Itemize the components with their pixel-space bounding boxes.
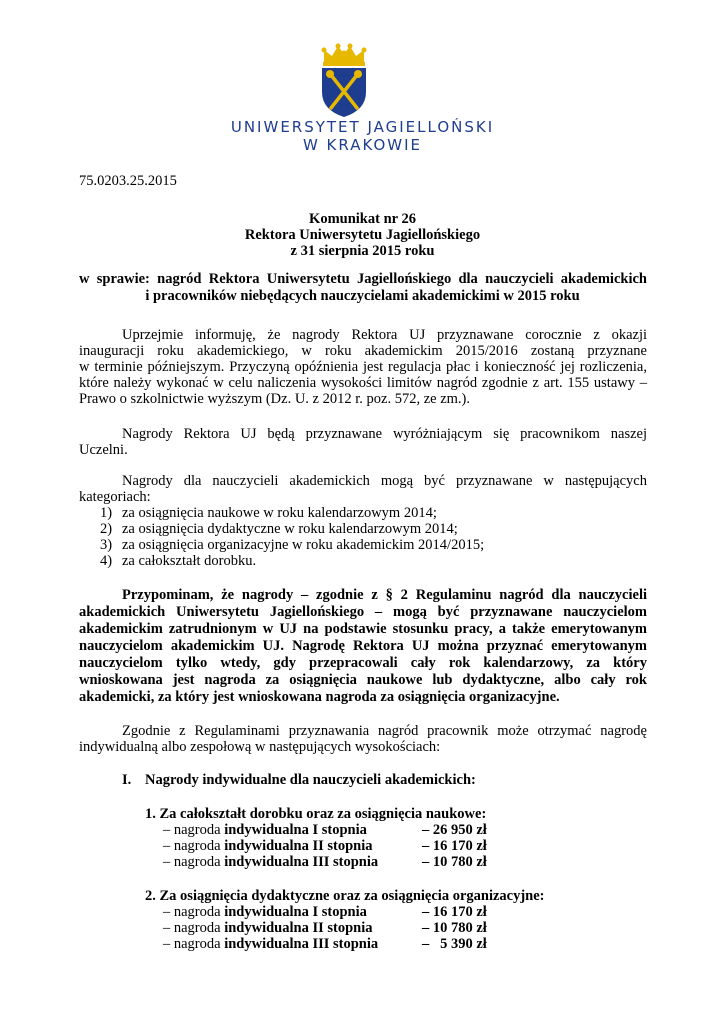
paragraph-1-line: Prawo o szkolnictwie wyższym (Dz. U. z 2012 r. poz. 572, ze zm.). [79,391,470,407]
paragraph-1-line: w terminie późniejszym. Przyczyną opóźnienia jest regulacja płac i konieczność jej rozliczenia, [79,359,647,375]
list-item: za osiągnięcia dydaktyczne w roku kalendarzowym 2014; [122,521,458,537]
section-title: Nagrody indywidualne dla nauczycieli akademickich: [145,772,476,788]
award-level: indywidualna III stopnia [224,854,379,870]
paragraph-5-line: indywidualną albo zespołową w następujących wysokościach: [79,739,441,755]
group-title: 2. Za osiągnięcia dydaktyczne oraz za osiągnięcia organizacyjne: [145,888,545,904]
document-number: 75.0203.25.2015 [79,173,177,189]
subject-line-1: w sprawie: nagród Rektora Uniwersytetu Jagiellońskiego dla nauczycieli akademickich [79,271,647,287]
award-level: indywidualna II stopnia [224,920,373,936]
paragraph-4-line: Przypominam, że nagrody – zgodnie z § 2 Regulaminu nagród dla nauczycieli [122,587,647,603]
award-prefix: – nagroda [163,822,225,838]
paragraph-5-line: Zgodnie z Regulaminami przyznawania nagród pracownik może otrzymać nagrodę [122,723,647,739]
paragraph-4-line: wnioskowana jest nagroda za osiągnięcia naukowe lub dydaktyczne, albo cały rok [79,672,647,688]
award-level: indywidualna I stopnia [224,822,367,838]
list-item-number: 2) [100,521,113,537]
list-item: za całokształt dorobku. [122,553,257,569]
award-prefix: – nagroda [163,920,225,936]
award-row [163,854,378,870]
paragraph-2-line: Uczelni. [79,442,128,458]
award-prefix: – nagroda [163,838,225,854]
paragraph-1-line: Uprzejmie informuję, że nagrody Rektora UJ przyznawane corocznie z okazji [122,327,647,343]
paragraph-3-line: Nagrody dla nauczycieli akademickich mogą być przyznawane w następujących [122,473,647,489]
award-level: indywidualna II stopnia [224,838,373,854]
award-prefix: – nagroda [163,936,225,952]
paragraph-3-line: kategoriach: [79,489,151,505]
university-city: W KRAKOWIE [302,136,423,154]
list-item-number: 3) [100,537,113,553]
paragraph-1-line: które należy wykonać w celu naliczenia wysokości limitów nagród zgodnie z art. 155 ustawy – [79,375,647,391]
university-crest-icon [318,42,370,118]
award-level: indywidualna I stopnia [224,904,367,920]
award-prefix: – nagroda [163,854,225,870]
award-row [163,904,367,920]
award-row [163,838,373,854]
university-name: UNIWERSYTET JAGIELLOŃSKI [230,118,495,136]
award-row [163,822,367,838]
award-amount: – 16 170 zł [422,838,487,854]
award-amount: – 10 780 zł [422,854,487,870]
subject-line-2: i pracowników niebędących nauczycielami akademickimi w 2015 roku [145,288,580,304]
list-item: za osiągnięcia naukowe w roku kalendarzowym 2014; [122,505,437,521]
title-line-3: z 31 sierpnia 2015 roku [290,243,435,259]
award-amount: – 10 780 zł [422,920,487,936]
award-row [163,920,373,936]
paragraph-1-line: inauguracji roku akademickiego, w roku akademickim 2015/2016 zostaną przyznane [79,343,647,359]
paragraph-4-line: nauczycielom tylko wtedy, gdy przepracowali cały rok kalendarzowy, za który [79,655,647,671]
award-row [163,936,378,952]
list-item-number: 1) [100,505,113,521]
award-amount: – 16 170 zł [422,904,487,920]
paragraph-4-line: akademickim zatrudnionym w UJ na podstawie stosunku pracy, a także emerytowanym [79,621,647,637]
group-title: 1. Za całokształt dorobku oraz za osiągnięcia naukowe: [145,806,487,822]
list-item: za osiągnięcia organizacyjne w roku akademickim 2014/2015; [122,537,485,553]
paragraph-2-line: Nagrody Rektora UJ będą przyznawane wyróżniającym się pracownikom naszej [122,426,647,442]
section-number: I. [122,772,132,788]
title-line-1: Komunikat nr 26 [309,211,416,227]
award-prefix: – nagroda [163,904,225,920]
award-amount: – 26 950 zł [422,822,487,838]
paragraph-4-line: nauczycielom akademickim UJ. Nagrodę Rektora UJ można przyznać emerytowanym [79,638,647,654]
award-level: indywidualna III stopnia [224,936,379,952]
list-item-number: 4) [100,553,113,569]
paragraph-4-line: akademickich Uniwersytetu Jagiellońskiego – mogą być przyznawane nauczycielom [79,604,647,620]
paragraph-4-line: akademicki, za który jest wnioskowana nagroda za osiągnięcia organizacyjne. [79,689,560,705]
award-amount: – 5 390 zł [422,936,487,952]
title-line-2: Rektora Uniwersytetu Jagiellońskiego [244,227,481,243]
